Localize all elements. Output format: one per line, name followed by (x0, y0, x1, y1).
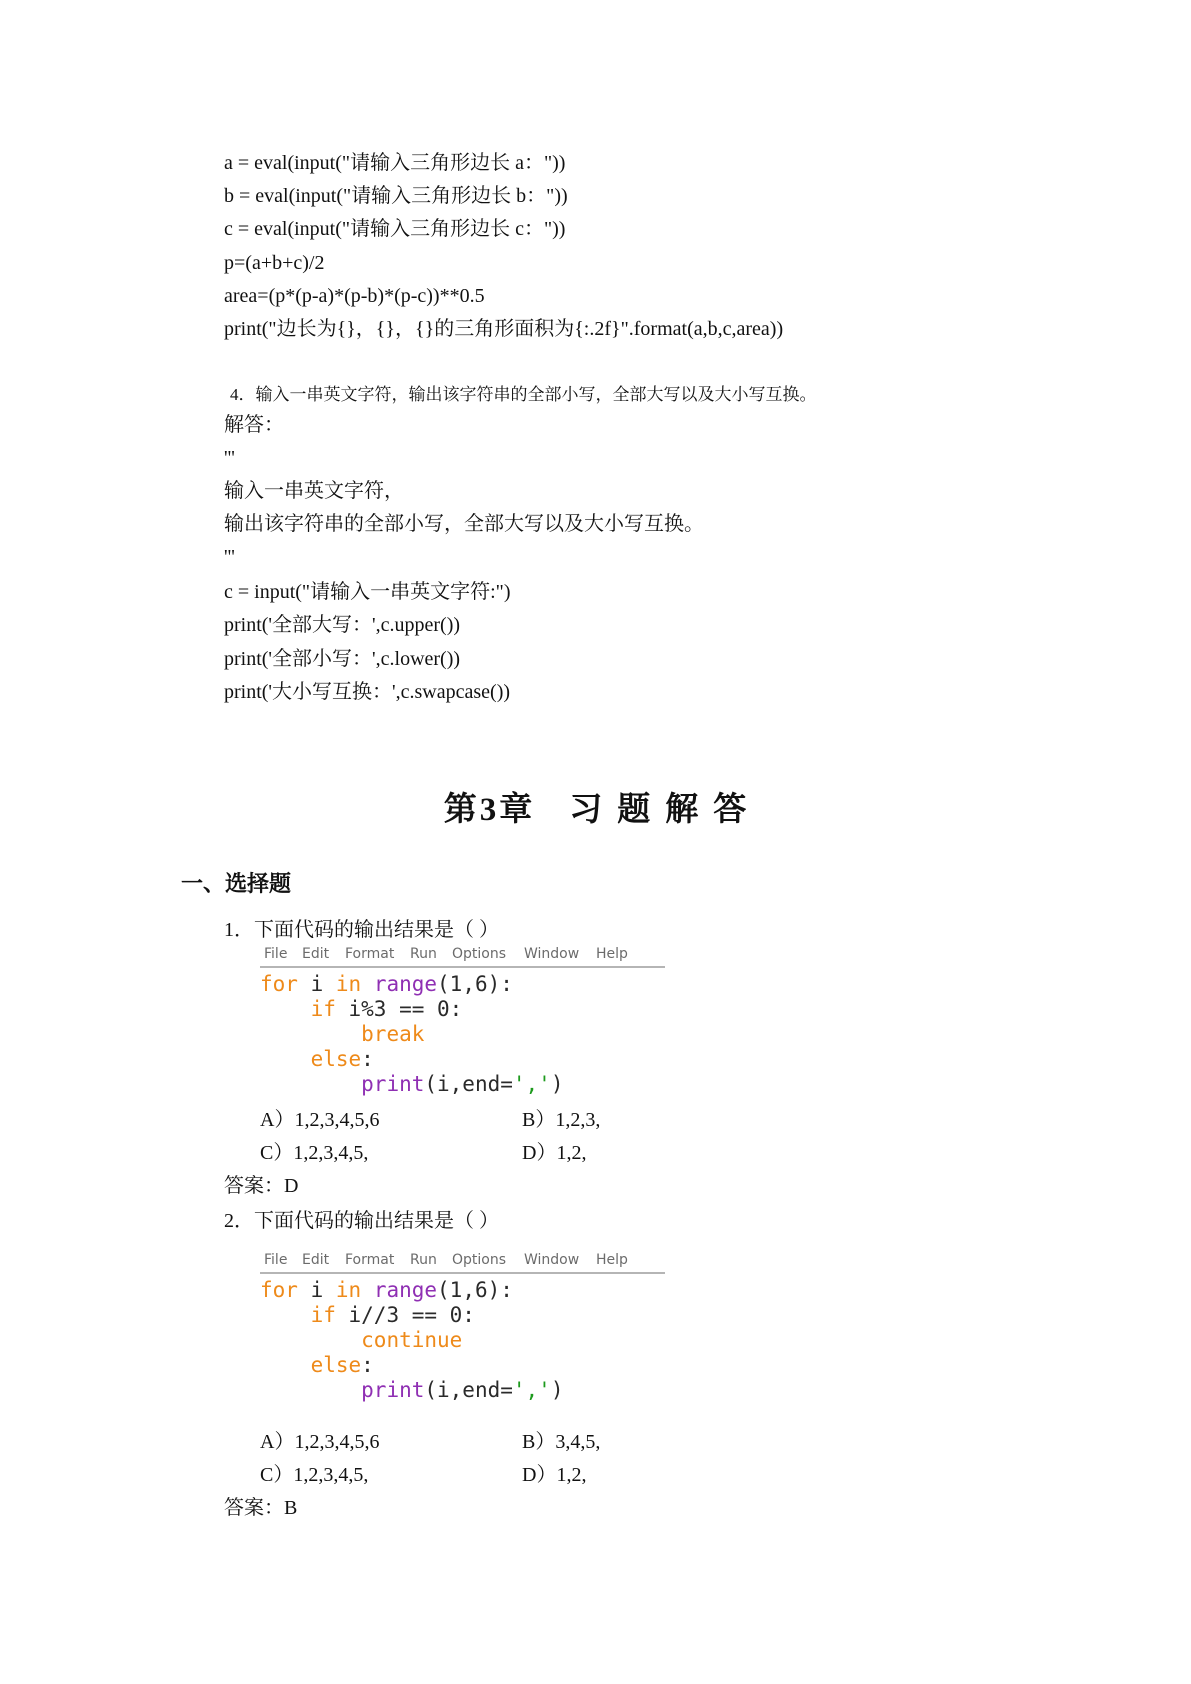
code-text: ) (550, 1378, 564, 1402)
menu-edit[interactable]: Edit (302, 1252, 330, 1268)
option-a: A）1,2,3,4,5,6 (260, 1109, 380, 1131)
menu-window[interactable]: Window (524, 946, 580, 962)
menu-run[interactable]: Run (410, 1252, 437, 1268)
answer-label: 解答： (224, 414, 284, 436)
code-text: i//3 == 0: (335, 1303, 475, 1327)
menu-file[interactable]: File (264, 1252, 288, 1268)
option-d: D）1,2, (522, 1464, 587, 1486)
option-a: A）1,2,3,4,5,6 (260, 1431, 380, 1453)
menu-help[interactable]: Help (596, 1252, 628, 1268)
answer-1: 答案：D (224, 1175, 299, 1197)
code-line: c = eval(input("请输入三角形边长 c：")) (224, 218, 566, 240)
code-text: i (297, 1278, 336, 1302)
keyword: break (361, 1022, 425, 1046)
code-text: (i,end= (424, 1072, 513, 1096)
menu-format[interactable]: Format (345, 1252, 395, 1268)
chapter-number: 3 (479, 792, 498, 828)
code-line: print('大小写互换：',c.swapcase()) (224, 681, 511, 703)
code-line: 输出该字符串的全部小写，全部大写以及大小写互换。 (224, 513, 704, 535)
option-c: C）1,2,3,4,5, (260, 1142, 369, 1164)
keyword: in (335, 972, 362, 996)
menu-window[interactable]: Window (524, 1252, 580, 1268)
keyword: for (260, 972, 298, 996)
code-line: print('全部大写：',c.upper()) (224, 614, 461, 636)
code-line: a = eval(input("请输入三角形边长 a：")) (224, 152, 566, 174)
code-editor-1 (260, 944, 665, 1097)
code-text: (1,6): (437, 1278, 513, 1302)
option-d: D）1,2, (522, 1142, 587, 1164)
chapter-heading (0, 783, 1191, 830)
code-listing (260, 972, 665, 1097)
option-b: B）3,4,5, (522, 1431, 601, 1453)
code-text: ) (550, 1072, 564, 1096)
keyword: if (310, 1303, 336, 1327)
chapter-word: 解 (665, 789, 700, 828)
menu-options[interactable]: Options (452, 1252, 507, 1268)
answer-2: 答案：B (224, 1497, 298, 1519)
builtin: print (361, 1072, 425, 1096)
keyword: in (335, 1278, 362, 1302)
keyword: for (260, 1278, 298, 1302)
menu-run[interactable]: Run (410, 946, 437, 962)
editor-menubar (260, 944, 665, 968)
menu-file[interactable]: File (264, 946, 288, 962)
code-line: ''' (224, 447, 235, 469)
code-text: i (297, 972, 336, 996)
string: ',' (512, 1378, 551, 1402)
chapter-word: 题 (617, 789, 652, 828)
code-line: print('全部小写：',c.lower()) (224, 648, 461, 670)
builtin: print (361, 1378, 425, 1402)
code-line: ''' (224, 546, 235, 568)
builtin: range (361, 1278, 438, 1302)
code-text: i%3 == 0: (335, 997, 463, 1021)
string: ',' (512, 1072, 551, 1096)
code-line: b = eval(input("请输入三角形边长 b：")) (224, 185, 568, 207)
editor-menubar (260, 1250, 665, 1274)
builtin: range (361, 972, 438, 996)
code-text: : (361, 1047, 374, 1071)
keyword: if (310, 997, 336, 1021)
menu-format[interactable]: Format (345, 946, 395, 962)
code-line: p=(a+b+c)/2 (224, 252, 325, 274)
code-line: 输入一串英文字符， (224, 480, 404, 502)
question-4-title: 4．输入一串英文字符，输出该字符串的全部小写，全部大写以及大小写互换。 (230, 385, 817, 404)
chapter-word: 答 (713, 789, 748, 828)
code-text: (i,end= (424, 1378, 513, 1402)
chapter-suffix: 章 (499, 789, 534, 828)
code-line: area=(p*(p-a)*(p-b)*(p-c))**0.5 (224, 285, 485, 307)
chapter-prefix: 第 (443, 789, 478, 828)
menu-edit[interactable]: Edit (302, 946, 330, 962)
keyword: continue (361, 1328, 463, 1352)
menu-options[interactable]: Options (452, 946, 507, 962)
code-text: : (361, 1353, 374, 1377)
option-c: C）1,2,3,4,5, (260, 1464, 369, 1486)
keyword: else (310, 1047, 362, 1071)
code-text: (1,6): (437, 972, 513, 996)
question-1-stem: 1．下面代码的输出结果是（ ） (224, 919, 499, 941)
code-line: print("边长为{}，{}，{}的三角形面积为{:.2f}".format(a,b,c,area)) (224, 318, 784, 340)
chapter-word: 习 (569, 789, 604, 828)
menu-help[interactable]: Help (596, 946, 628, 962)
code-listing (260, 1278, 665, 1403)
question-2-stem: 2．下面代码的输出结果是（ ） (224, 1210, 499, 1232)
code-editor-2 (260, 1250, 665, 1403)
section-title: 一、选择题 (181, 872, 292, 897)
keyword: else (310, 1353, 362, 1377)
code-line: c = input("请输入一串英文字符:") (224, 581, 511, 603)
option-b: B）1,2,3, (522, 1109, 601, 1131)
